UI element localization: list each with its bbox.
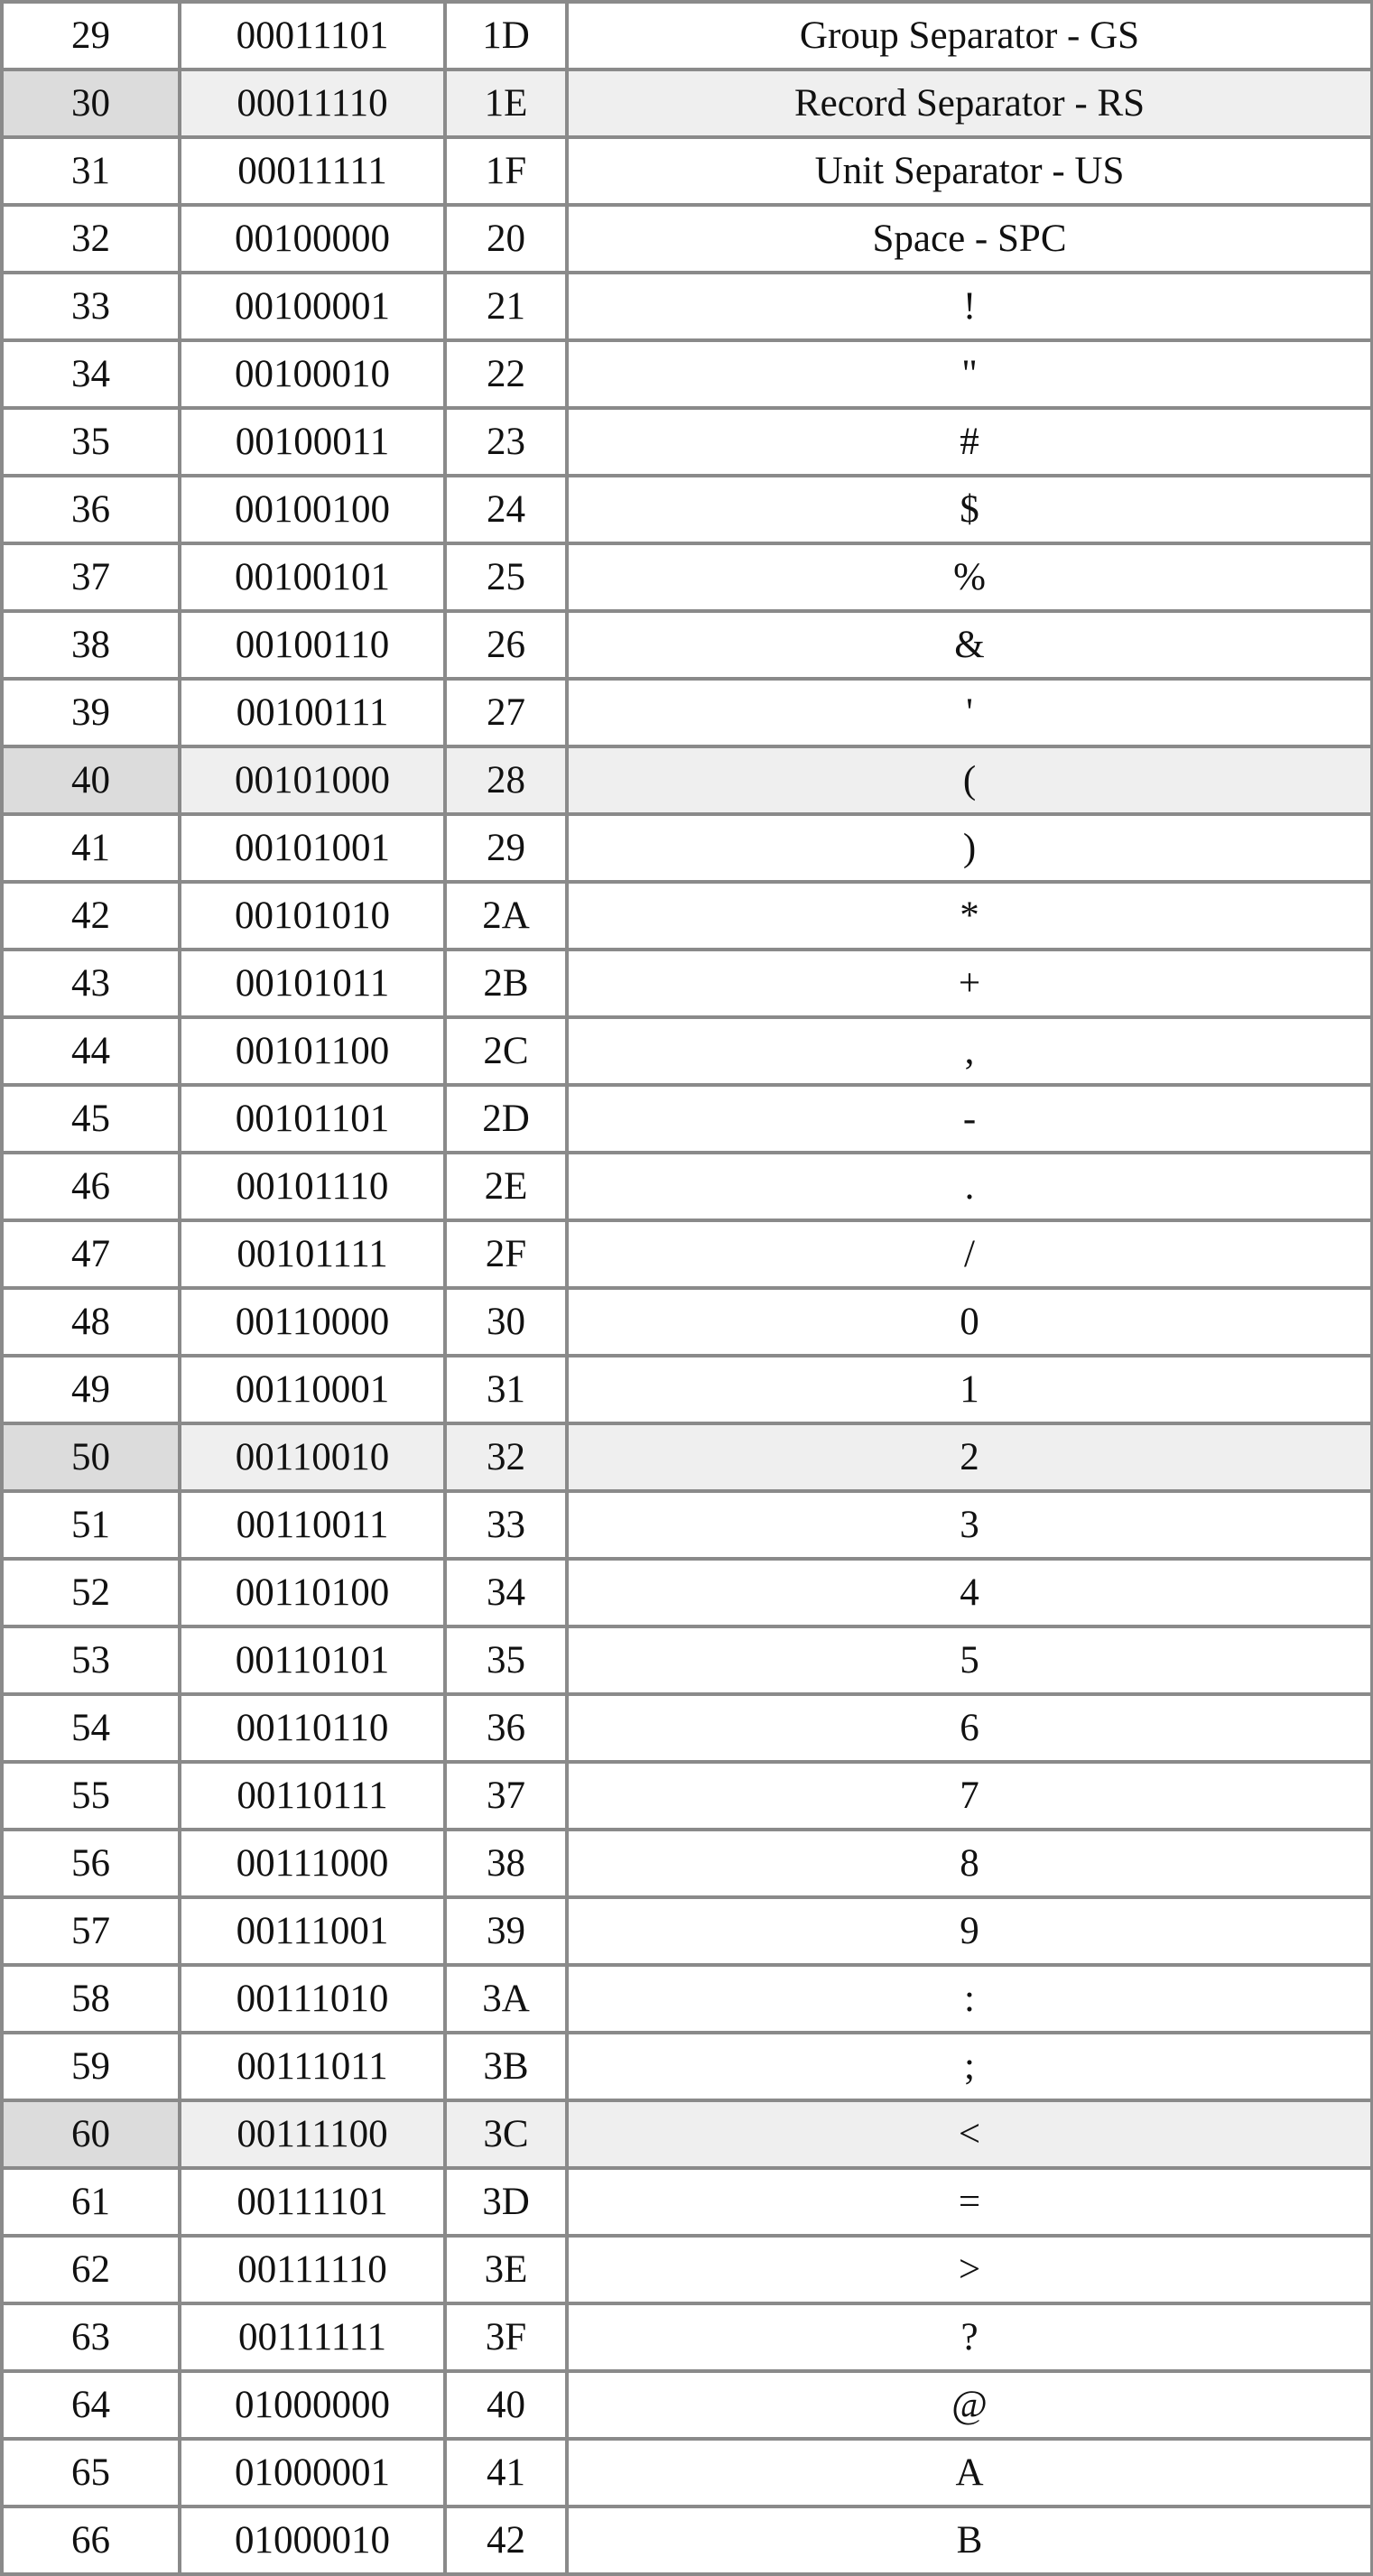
hex-cell: 38: [445, 1830, 567, 1897]
binary-cell: 00100011: [180, 408, 445, 476]
symbol-cell: -: [567, 1085, 1372, 1153]
binary-cell: 00101110: [180, 1153, 445, 1220]
symbol-cell: 9: [567, 1897, 1372, 1965]
binary-cell: 00101010: [180, 882, 445, 950]
decimal-cell: 48: [2, 1288, 180, 1356]
hex-cell: 2E: [445, 1153, 567, 1220]
table-row: [2, 814, 1372, 882]
hex-cell: 21: [445, 273, 567, 340]
symbol-cell: ,: [567, 1017, 1372, 1085]
decimal-cell: 50: [2, 1423, 180, 1491]
hex-cell: 3A: [445, 1965, 567, 2033]
decimal-cell: 53: [2, 1626, 180, 1694]
symbol-cell: <: [567, 2100, 1372, 2168]
symbol-cell: (: [567, 746, 1372, 814]
hex-cell: 3B: [445, 2033, 567, 2100]
table-row: [2, 2100, 1372, 2168]
symbol-cell: 1: [567, 1356, 1372, 1423]
hex-cell: 29: [445, 814, 567, 882]
binary-cell: 00111110: [180, 2236, 445, 2303]
binary-cell: 00011101: [180, 2, 445, 69]
hex-cell: 3C: [445, 2100, 567, 2168]
binary-cell: 00111010: [180, 1965, 445, 2033]
table-row: [2, 2371, 1372, 2439]
decimal-cell: 45: [2, 1085, 180, 1153]
hex-cell: 23: [445, 408, 567, 476]
hex-cell: 3E: [445, 2236, 567, 2303]
hex-cell: 3D: [445, 2168, 567, 2236]
table-row: [2, 1288, 1372, 1356]
decimal-cell: 44: [2, 1017, 180, 1085]
decimal-cell: 65: [2, 2439, 180, 2507]
table-row: [2, 1830, 1372, 1897]
symbol-cell: $: [567, 476, 1372, 543]
symbol-cell: ': [567, 679, 1372, 746]
decimal-cell: 35: [2, 408, 180, 476]
symbol-cell: ?: [567, 2303, 1372, 2371]
binary-cell: 00101011: [180, 950, 445, 1017]
symbol-cell: >: [567, 2236, 1372, 2303]
binary-cell: 00101001: [180, 814, 445, 882]
table-row: [2, 2, 1372, 69]
symbol-cell: Group Separator - GS: [567, 2, 1372, 69]
hex-cell: 41: [445, 2439, 567, 2507]
binary-cell: 00100010: [180, 340, 445, 408]
hex-cell: 28: [445, 746, 567, 814]
table-row: [2, 408, 1372, 476]
ascii-table-body: [2, 2, 1372, 2574]
binary-cell: 00100100: [180, 476, 445, 543]
symbol-cell: A: [567, 2439, 1372, 2507]
table-row: [2, 679, 1372, 746]
table-row: [2, 1694, 1372, 1762]
table-row: [2, 1491, 1372, 1559]
binary-cell: 00100000: [180, 205, 445, 273]
decimal-cell: 57: [2, 1897, 180, 1965]
table-row: [2, 2439, 1372, 2507]
symbol-cell: 2: [567, 1423, 1372, 1491]
decimal-cell: 47: [2, 1220, 180, 1288]
symbol-cell: Record Separator - RS: [567, 69, 1372, 137]
decimal-cell: 62: [2, 2236, 180, 2303]
decimal-cell: 51: [2, 1491, 180, 1559]
decimal-cell: 64: [2, 2371, 180, 2439]
hex-cell: 26: [445, 611, 567, 679]
symbol-cell: #: [567, 408, 1372, 476]
symbol-cell: 5: [567, 1626, 1372, 1694]
symbol-cell: ;: [567, 2033, 1372, 2100]
binary-cell: 00101000: [180, 746, 445, 814]
table-row: [2, 2507, 1372, 2574]
table-row: [2, 205, 1372, 273]
decimal-cell: 37: [2, 543, 180, 611]
table-row: [2, 1356, 1372, 1423]
table-row: [2, 543, 1372, 611]
hex-cell: 33: [445, 1491, 567, 1559]
decimal-cell: 63: [2, 2303, 180, 2371]
symbol-cell: %: [567, 543, 1372, 611]
decimal-cell: 66: [2, 2507, 180, 2574]
decimal-cell: 32: [2, 205, 180, 273]
binary-cell: 00110010: [180, 1423, 445, 1491]
binary-cell: 01000000: [180, 2371, 445, 2439]
binary-cell: 00011111: [180, 137, 445, 205]
decimal-cell: 58: [2, 1965, 180, 2033]
decimal-cell: 43: [2, 950, 180, 1017]
decimal-cell: 49: [2, 1356, 180, 1423]
hex-cell: 30: [445, 1288, 567, 1356]
hex-cell: 2D: [445, 1085, 567, 1153]
binary-cell: 01000001: [180, 2439, 445, 2507]
decimal-cell: 59: [2, 2033, 180, 2100]
binary-cell: 00101100: [180, 1017, 445, 1085]
decimal-cell: 46: [2, 1153, 180, 1220]
binary-cell: 00111001: [180, 1897, 445, 1965]
hex-cell: 2C: [445, 1017, 567, 1085]
table-row: [2, 2033, 1372, 2100]
table-row: [2, 1085, 1372, 1153]
binary-cell: 00110011: [180, 1491, 445, 1559]
hex-cell: 34: [445, 1559, 567, 1626]
hex-cell: 35: [445, 1626, 567, 1694]
binary-cell: 00110000: [180, 1288, 445, 1356]
binary-cell: 00100001: [180, 273, 445, 340]
hex-cell: 2A: [445, 882, 567, 950]
hex-cell: 1D: [445, 2, 567, 69]
symbol-cell: ": [567, 340, 1372, 408]
table-row: [2, 1153, 1372, 1220]
hex-cell: 2F: [445, 1220, 567, 1288]
symbol-cell: *: [567, 882, 1372, 950]
symbol-cell: ): [567, 814, 1372, 882]
hex-cell: 22: [445, 340, 567, 408]
table-row: [2, 611, 1372, 679]
symbol-cell: .: [567, 1153, 1372, 1220]
binary-cell: 00111111: [180, 2303, 445, 2371]
binary-cell: 00101101: [180, 1085, 445, 1153]
table-row: [2, 2303, 1372, 2371]
table-row: [2, 746, 1372, 814]
hex-cell: 40: [445, 2371, 567, 2439]
hex-cell: 32: [445, 1423, 567, 1491]
table-row: [2, 273, 1372, 340]
decimal-cell: 60: [2, 2100, 180, 2168]
binary-cell: 00110110: [180, 1694, 445, 1762]
symbol-cell: Space - SPC: [567, 205, 1372, 273]
table-row: [2, 1626, 1372, 1694]
symbol-cell: =: [567, 2168, 1372, 2236]
symbol-cell: &: [567, 611, 1372, 679]
decimal-cell: 29: [2, 2, 180, 69]
decimal-cell: 42: [2, 882, 180, 950]
hex-cell: 1F: [445, 137, 567, 205]
hex-cell: 24: [445, 476, 567, 543]
table-row: [2, 1423, 1372, 1491]
table-row: [2, 340, 1372, 408]
binary-cell: 00011110: [180, 69, 445, 137]
symbol-cell: 7: [567, 1762, 1372, 1830]
decimal-cell: 56: [2, 1830, 180, 1897]
hex-cell: 42: [445, 2507, 567, 2574]
binary-cell: 01000010: [180, 2507, 445, 2574]
hex-cell: 39: [445, 1897, 567, 1965]
binary-cell: 00110101: [180, 1626, 445, 1694]
hex-cell: 2B: [445, 950, 567, 1017]
decimal-cell: 55: [2, 1762, 180, 1830]
table-row: [2, 1017, 1372, 1085]
symbol-cell: 0: [567, 1288, 1372, 1356]
decimal-cell: 31: [2, 137, 180, 205]
hex-cell: 37: [445, 1762, 567, 1830]
symbol-cell: Unit Separator - US: [567, 137, 1372, 205]
binary-cell: 00101111: [180, 1220, 445, 1288]
decimal-cell: 40: [2, 746, 180, 814]
symbol-cell: B: [567, 2507, 1372, 2574]
hex-cell: 25: [445, 543, 567, 611]
binary-cell: 00111011: [180, 2033, 445, 2100]
decimal-cell: 36: [2, 476, 180, 543]
hex-cell: 1E: [445, 69, 567, 137]
table-row: [2, 1559, 1372, 1626]
binary-cell: 00100101: [180, 543, 445, 611]
table-row: [2, 1897, 1372, 1965]
table-row: [2, 1762, 1372, 1830]
binary-cell: 00100111: [180, 679, 445, 746]
binary-cell: 00110100: [180, 1559, 445, 1626]
symbol-cell: 8: [567, 1830, 1372, 1897]
binary-cell: 00111100: [180, 2100, 445, 2168]
decimal-cell: 30: [2, 69, 180, 137]
symbol-cell: :: [567, 1965, 1372, 2033]
table-row: [2, 2168, 1372, 2236]
decimal-cell: 41: [2, 814, 180, 882]
binary-cell: 00111000: [180, 1830, 445, 1897]
hex-cell: 31: [445, 1356, 567, 1423]
table-row: [2, 69, 1372, 137]
symbol-cell: 6: [567, 1694, 1372, 1762]
symbol-cell: 4: [567, 1559, 1372, 1626]
decimal-cell: 39: [2, 679, 180, 746]
symbol-cell: @: [567, 2371, 1372, 2439]
table-row: [2, 950, 1372, 1017]
decimal-cell: 52: [2, 1559, 180, 1626]
table-row: [2, 476, 1372, 543]
hex-cell: 27: [445, 679, 567, 746]
table-row: [2, 1220, 1372, 1288]
decimal-cell: 34: [2, 340, 180, 408]
table-row: [2, 2236, 1372, 2303]
symbol-cell: !: [567, 273, 1372, 340]
binary-cell: 00110111: [180, 1762, 445, 1830]
decimal-cell: 33: [2, 273, 180, 340]
binary-cell: 00100110: [180, 611, 445, 679]
hex-cell: 20: [445, 205, 567, 273]
symbol-cell: /: [567, 1220, 1372, 1288]
hex-cell: 3F: [445, 2303, 567, 2371]
decimal-cell: 38: [2, 611, 180, 679]
binary-cell: 00110001: [180, 1356, 445, 1423]
symbol-cell: +: [567, 950, 1372, 1017]
table-row: [2, 137, 1372, 205]
decimal-cell: 54: [2, 1694, 180, 1762]
hex-cell: 36: [445, 1694, 567, 1762]
decimal-cell: 61: [2, 2168, 180, 2236]
table-row: [2, 882, 1372, 950]
binary-cell: 00111101: [180, 2168, 445, 2236]
table-row: [2, 1965, 1372, 2033]
symbol-cell: 3: [567, 1491, 1372, 1559]
